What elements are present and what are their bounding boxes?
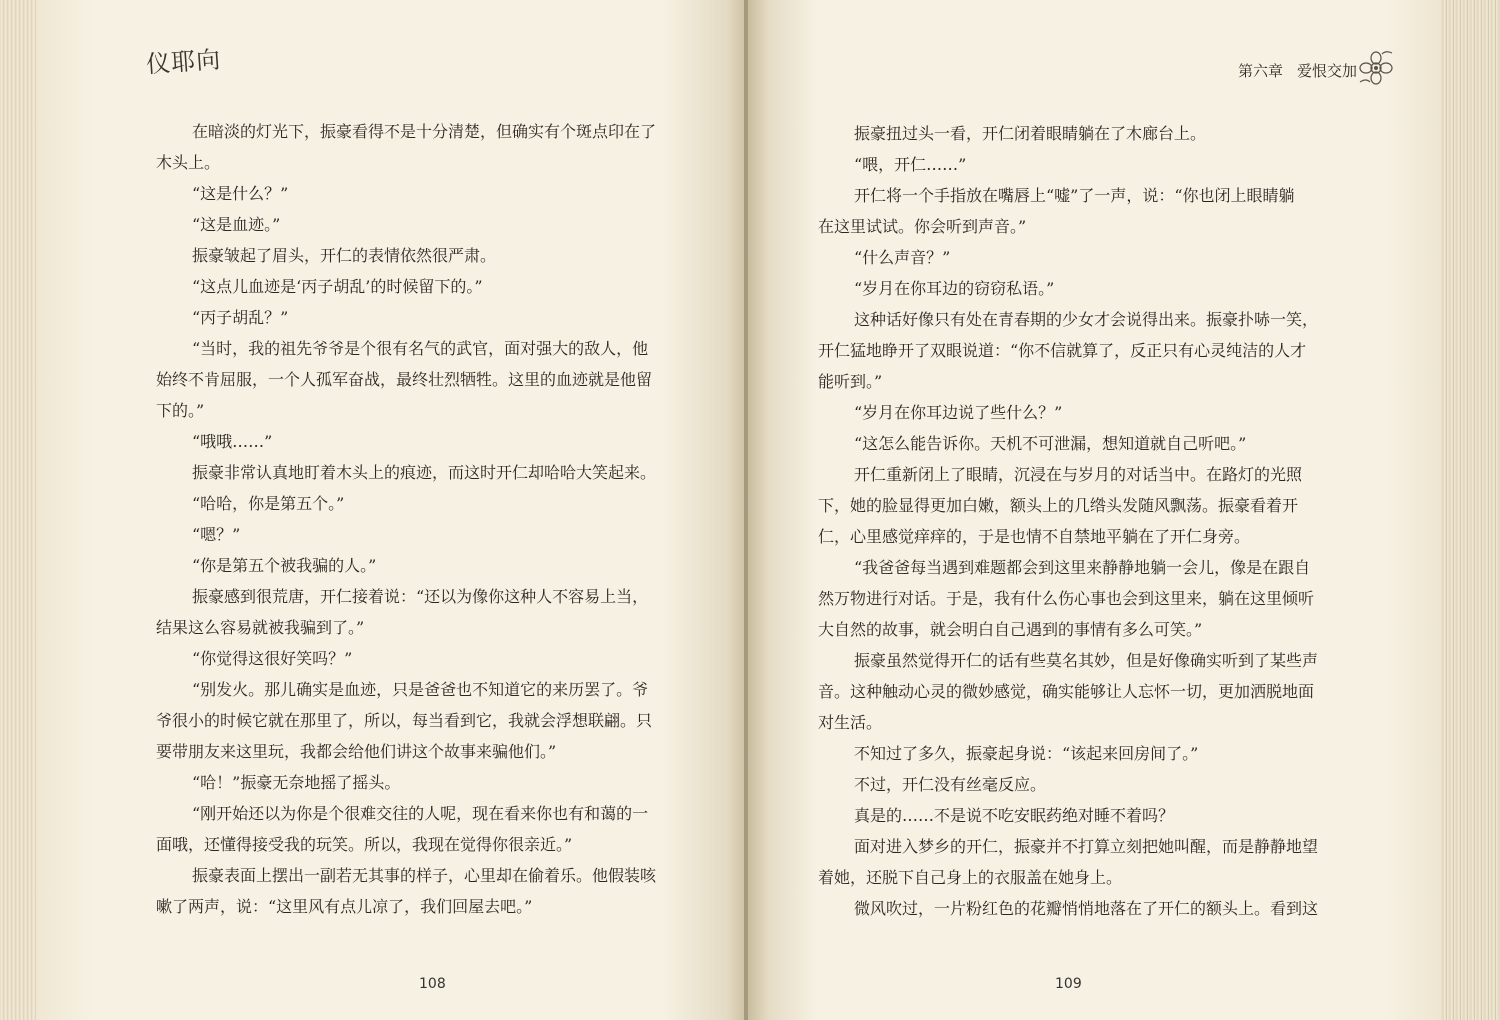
text-line: “别发火。那儿确实是血迹，只是爸爸也不知道它的来历罢了。爷 (192, 680, 649, 699)
text-line: 振豪非常认真地盯着木头上的痕迹，而这时开仁却哈哈大笑起来。 (192, 463, 657, 482)
right-page-body (818, 118, 1358, 924)
text-line: “当时，我的祖先爷爷是个很有名气的武官，面对强大的敌人，他 (192, 339, 649, 358)
chapter-header (1238, 60, 1371, 81)
text-line: 面哦，还懂得接受我的玩笑。所以，我现在觉得你很亲近。” (156, 835, 573, 854)
text-line: 始终不肯屈服，一个人孤军奋战，最终壮烈牺牲。这里的血迹就是他留 (156, 370, 653, 389)
text-line: 真是的……不是说不吃安眠药绝对睡不着吗？ (854, 806, 1175, 825)
text-line: 下的。” (156, 401, 205, 420)
text-line: 然万物进行对话。于是，我有什么伤心事也会到这里来，躺在这里倾听 (818, 589, 1315, 608)
right-page (748, 0, 1440, 1020)
text-line: 振豪虽然觉得开仁的话有些莫名其妙，但是好像确实听到了某些声 (854, 651, 1319, 670)
flower-ornament-icon (1356, 48, 1396, 88)
text-line: “岁月在你耳边说了些什么？” (854, 403, 1063, 422)
page-edges-left (0, 0, 40, 1020)
page-edges-right (1440, 0, 1500, 1020)
text-line: 振豪表面上摆出一副若无其事的样子，心里却在偷着乐。他假装咳 (192, 866, 657, 885)
text-line: “哦哦……” (192, 432, 273, 451)
text-line: “这是什么？” (192, 184, 289, 203)
text-line: “哈！”振豪无奈地摇了摇头。 (192, 773, 401, 792)
text-line: 面对进入梦乡的开仁，振豪并不打算立刻把她叫醒，而是静静地望 (854, 837, 1319, 856)
text-line: 振豪扭过头一看，开仁闭着眼睛躺在了木廊台上。 (854, 124, 1207, 143)
text-line: “这怎么能告诉你。天机不可泄漏，想知道就自己听吧。” (854, 434, 1247, 453)
text-line: 能听到。” (818, 372, 883, 391)
text-line: “喂，开仁……” (854, 155, 967, 174)
text-line: 这种话好像只有处在青春期的少女才会说得出来。振豪扑哧一笑， (854, 310, 1319, 329)
text-line: 大自然的故事，就会明白自己遇到的事情有多么可笑。” (818, 620, 1203, 639)
left-page (36, 0, 748, 1020)
text-line: 木头上。 (156, 153, 221, 172)
text-line: 不知过了多久，振豪起身说：“该起来回房间了。” (854, 744, 1199, 763)
book-title-header: 仪耶向 (145, 45, 223, 79)
text-line: 爷很小的时候它就在那里了，所以，每当看到它，我就会浮想联翩。只 (156, 711, 653, 730)
text-line: 下，她的脸显得更加白嫩，额头上的几绺头发随风飘荡。振豪看着开 (818, 496, 1299, 515)
text-line: 在暗淡的灯光下，振豪看得不是十分清楚，但确实有个斑点印在了 (192, 122, 657, 141)
text-line: “什么声音？” (854, 248, 951, 267)
chapter-title: 爱恨交加 (1297, 62, 1358, 80)
text-line: “我爸爸每当遇到难题都会到这里来静静地躺一会儿，像是在跟自 (854, 558, 1311, 577)
text-line: “岁月在你耳边的窃窃私语。” (854, 279, 1055, 298)
text-line: “这是血迹。” (192, 215, 281, 234)
text-line: 开仁将一个手指放在嘴唇上“嘘”了一声，说：“你也闭上眼睛躺 (854, 186, 1295, 205)
text-line: 嗽了两声，说：“这里风有点儿凉了，我们回屋去吧。” (156, 897, 533, 916)
text-line: 在这里试试。你会听到声音。” (818, 217, 1027, 236)
text-line: 着她，还脱下自己身上的衣服盖在她身上。 (818, 868, 1123, 887)
text-line: “刚开始还以为你是个很难交往的人呢，现在看来你也有和蔼的一 (192, 804, 649, 823)
text-line: 音。这种触动心灵的微妙感觉，确实能够让人忘怀一切，更加洒脱地面 (818, 682, 1315, 701)
text-line: 不过，开仁没有丝毫反应。 (854, 775, 1047, 794)
page-number-right: 109 (1055, 976, 1082, 992)
text-line: 微风吹过，一片粉红色的花瓣悄悄地落在了开仁的额头上。看到这 (854, 899, 1319, 918)
text-line: 要带朋友来这里玩，我都会给他们讲这个故事来骗他们。” (156, 742, 557, 761)
text-line: 仁，心里感觉痒痒的，于是也情不自禁地平躺在了开仁身旁。 (818, 527, 1251, 546)
text-line: 结果这么容易就被我骗到了。” (156, 618, 365, 637)
page-number-left: 108 (419, 976, 446, 992)
text-line: 开仁重新闭上了眼睛，沉浸在与岁月的对话当中。在路灯的光照 (854, 465, 1303, 484)
text-line: “你觉得这很好笑吗？” (192, 649, 353, 668)
text-line: 振豪皱起了眉头，开仁的表情依然很严肃。 (192, 246, 497, 265)
text-line: “丙子胡乱？” (192, 308, 289, 327)
text-line: 振豪感到很荒唐，开仁接着说：“还以为像你这种人不容易上当， (192, 587, 649, 606)
text-line: “这点儿血迹是‘丙子胡乱’的时候留下的。” (192, 277, 483, 296)
text-line: 对生活。 (818, 713, 883, 732)
text-line: 开仁猛地睁开了双眼说道：“你不信就算了，反正只有心灵纯洁的人才 (818, 341, 1307, 360)
left-page-body (156, 116, 676, 922)
text-line: “你是第五个被我骗的人。” (192, 556, 377, 575)
chapter-number: 第六章 (1238, 62, 1284, 80)
text-line: “嗯？” (192, 525, 241, 544)
text-line: “哈哈，你是第五个。” (192, 494, 345, 513)
